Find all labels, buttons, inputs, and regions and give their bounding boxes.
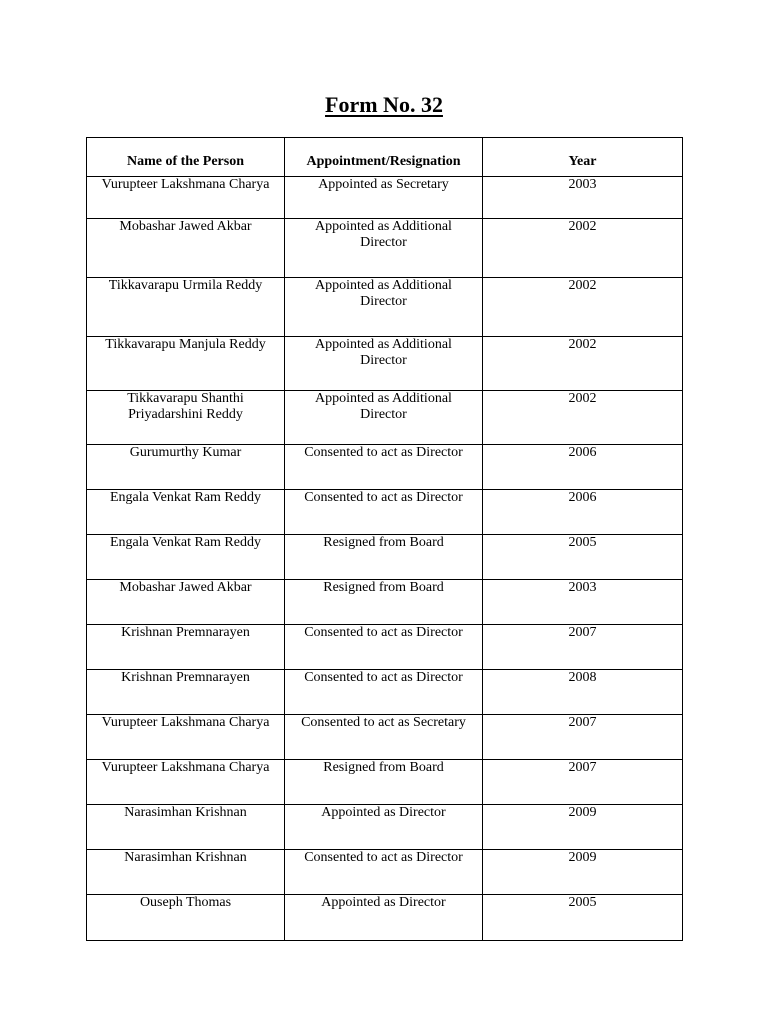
cell-name: Gurumurthy Kumar	[87, 445, 285, 490]
cell-year: 2009	[483, 805, 683, 850]
table-row	[87, 278, 683, 337]
table-row	[87, 670, 683, 715]
table-row	[87, 445, 683, 490]
cell-year: 2003	[483, 177, 683, 219]
column-header-appointment: Appointment/Resignation	[285, 138, 483, 177]
cell-action: Resigned from Board	[285, 535, 483, 580]
table-row	[87, 760, 683, 805]
cell-name: Vurupteer Lakshmana Charya	[87, 177, 285, 219]
cell-name: Krishnan Premnarayen	[87, 625, 285, 670]
cell-action: Appointed as Additional Director	[285, 278, 483, 337]
cell-action: Appointed as Director	[285, 805, 483, 850]
appointments-table	[86, 137, 683, 941]
cell-name: Vurupteer Lakshmana Charya	[87, 760, 285, 805]
cell-year: 2009	[483, 850, 683, 895]
cell-name: Tikkavarapu Shanthi Priyadarshini Reddy	[87, 391, 285, 445]
cell-year: 2002	[483, 278, 683, 337]
cell-year: 2006	[483, 445, 683, 490]
table-row	[87, 850, 683, 895]
cell-action: Appointed as Secretary	[285, 177, 483, 219]
cell-year: 2007	[483, 760, 683, 805]
table-row	[87, 535, 683, 580]
cell-name: Narasimhan Krishnan	[87, 805, 285, 850]
cell-year: 2005	[483, 895, 683, 941]
cell-year: 2002	[483, 337, 683, 391]
cell-name: Engala Venkat Ram Reddy	[87, 490, 285, 535]
cell-name: Mobashar Jawed Akbar	[87, 580, 285, 625]
cell-year: 2007	[483, 625, 683, 670]
cell-action: Consented to act as Director	[285, 670, 483, 715]
cell-year: 2002	[483, 391, 683, 445]
table-row	[87, 895, 683, 941]
table-header-row	[87, 138, 683, 177]
cell-action: Consented to act as Secretary	[285, 715, 483, 760]
cell-action: Appointed as Additional Director	[285, 337, 483, 391]
cell-name: Tikkavarapu Urmila Reddy	[87, 278, 285, 337]
cell-action: Appointed as Additional Director	[285, 219, 483, 278]
table-row	[87, 805, 683, 850]
cell-year: 2003	[483, 580, 683, 625]
cell-action: Consented to act as Director	[285, 445, 483, 490]
column-header-year: Year	[483, 138, 683, 177]
table-row	[87, 177, 683, 219]
table-row	[87, 490, 683, 535]
cell-action: Consented to act as Director	[285, 625, 483, 670]
cell-name: Vurupteer Lakshmana Charya	[87, 715, 285, 760]
cell-action: Resigned from Board	[285, 760, 483, 805]
cell-action: Consented to act as Director	[285, 850, 483, 895]
cell-name: Mobashar Jawed Akbar	[87, 219, 285, 278]
cell-action: Appointed as Director	[285, 895, 483, 941]
cell-action: Appointed as Additional Director	[285, 391, 483, 445]
table-row	[87, 625, 683, 670]
cell-name: Tikkavarapu Manjula Reddy	[87, 337, 285, 391]
cell-year: 2002	[483, 219, 683, 278]
table-row	[87, 391, 683, 445]
cell-name: Krishnan Premnarayen	[87, 670, 285, 715]
table-row	[87, 580, 683, 625]
cell-year: 2008	[483, 670, 683, 715]
page-title: Form No. 32	[325, 92, 443, 117]
table-row	[87, 219, 683, 278]
table-row	[87, 715, 683, 760]
cell-action: Consented to act as Director	[285, 490, 483, 535]
table-row	[87, 337, 683, 391]
column-header-name: Name of the Person	[87, 138, 285, 177]
cell-year: 2006	[483, 490, 683, 535]
cell-year: 2005	[483, 535, 683, 580]
cell-action: Resigned from Board	[285, 580, 483, 625]
cell-year: 2007	[483, 715, 683, 760]
cell-name: Engala Venkat Ram Reddy	[87, 535, 285, 580]
cell-name: Ouseph Thomas	[87, 895, 285, 941]
cell-name: Narasimhan Krishnan	[87, 850, 285, 895]
